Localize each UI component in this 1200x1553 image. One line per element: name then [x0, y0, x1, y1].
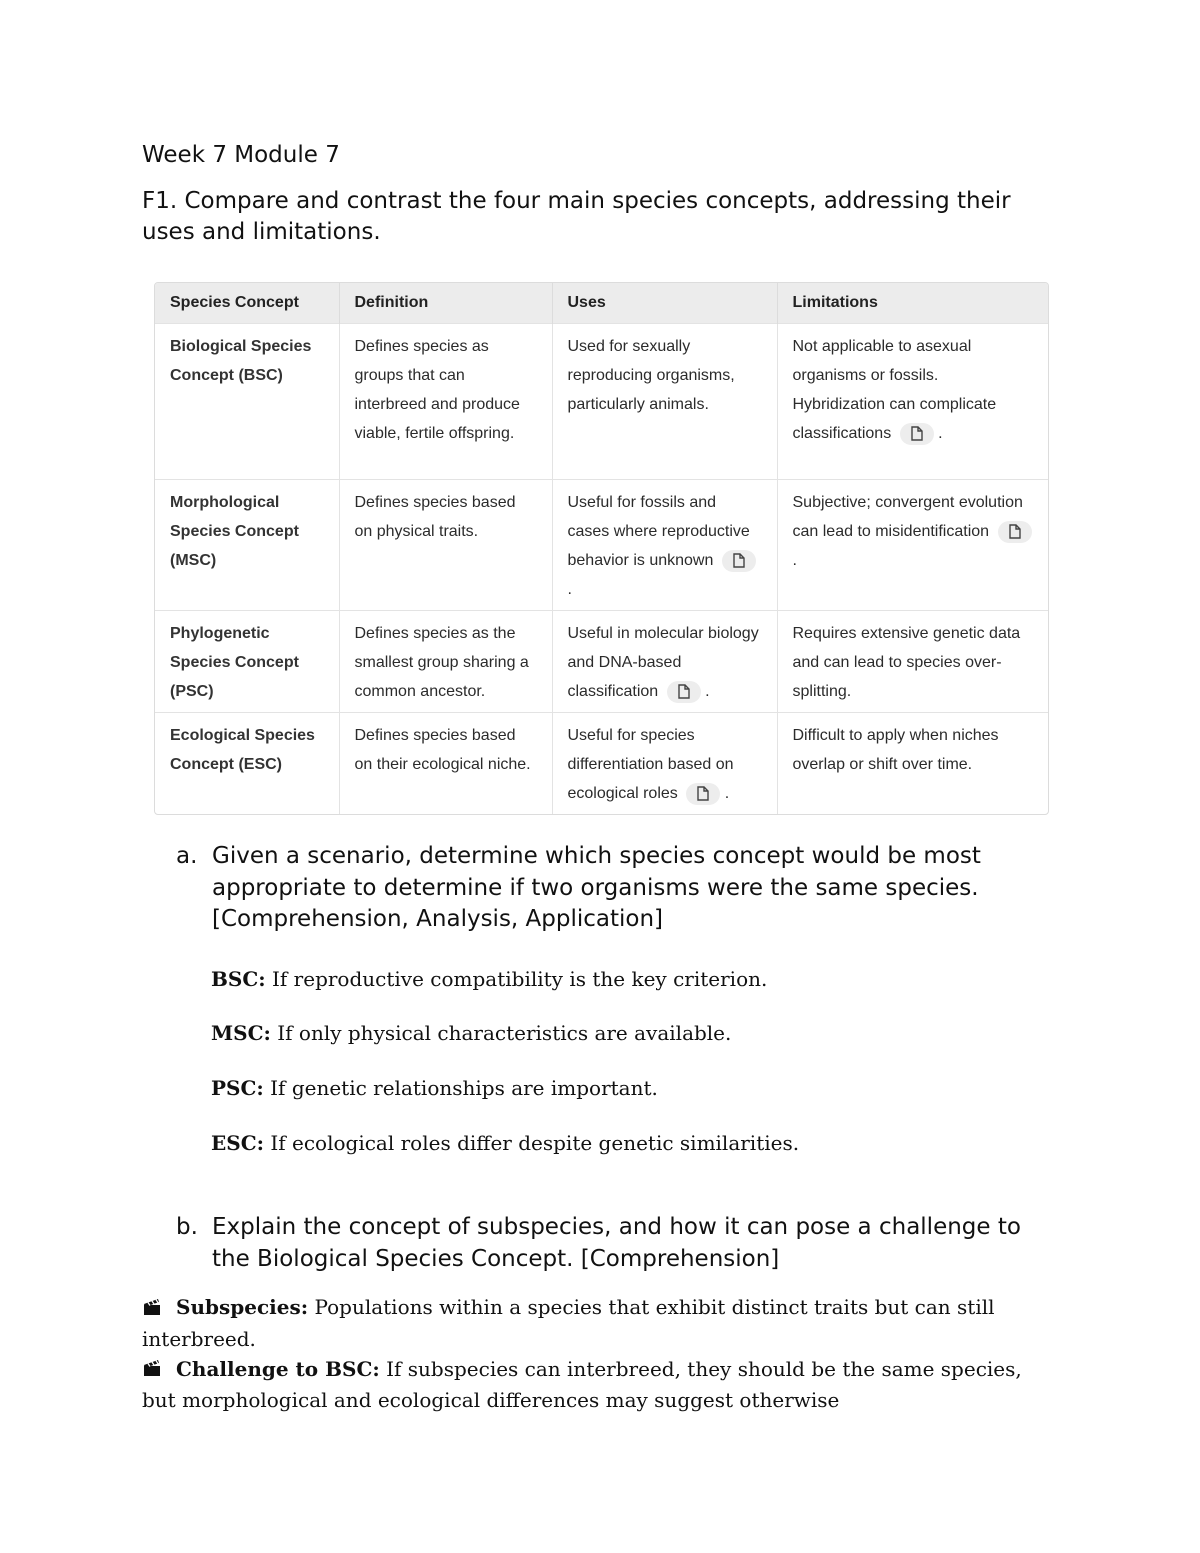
document-icon — [1009, 524, 1021, 539]
limitations-text: Not applicable to asexual organisms or fossils. Hybridization can complicate classifications — [792, 338, 997, 442]
answer-text: If ecological roles differ despite genetic similarities. — [264, 1131, 800, 1155]
period: . — [567, 581, 572, 598]
cell-concept: Biological Species Concept (BSC) — [155, 324, 339, 480]
table-row — [155, 480, 1048, 611]
uses-text: Useful for species differentiation based on ecological roles — [567, 727, 734, 802]
question-a-letter: a. — [176, 843, 198, 869]
clapperboard-icon — [142, 1294, 176, 1324]
table-row — [155, 611, 1048, 713]
cell-limitations — [777, 324, 1048, 480]
bullet-label: Subspecies: — [176, 1295, 309, 1319]
main-question: F1. Compare and contrast the four main species concepts, addressing their uses and limitations. — [142, 188, 1011, 245]
cell-limitations — [777, 480, 1048, 611]
document-icon — [697, 786, 709, 801]
answer-label: PSC: — [211, 1076, 264, 1100]
bullet-challenge — [142, 1354, 1052, 1416]
cell-definition: Defines species as groups that can interbreed and produce viable, fertile offspring. — [339, 324, 552, 480]
cell-limitations: Difficult to apply when niches overlap or shift over time. — [777, 713, 1048, 815]
table-header-row — [155, 283, 1048, 324]
table-row — [155, 713, 1048, 815]
cell-definition: Defines species based on their ecological niche. — [339, 713, 552, 815]
period: . — [792, 552, 797, 569]
header-definition: Definition — [339, 283, 552, 324]
cell-uses — [552, 611, 777, 713]
cell-concept: Morphological Species Concept (MSC) — [155, 480, 339, 611]
citation-button[interactable] — [722, 550, 756, 572]
question-a — [176, 841, 1056, 936]
answer-label: MSC: — [211, 1021, 271, 1045]
cell-uses — [552, 480, 777, 611]
document-icon — [678, 684, 690, 699]
document-icon — [733, 553, 745, 568]
answer-label: BSC: — [211, 967, 266, 991]
question-b — [176, 1212, 1056, 1275]
answer-esc — [211, 1130, 799, 1156]
answer-bsc — [211, 966, 767, 992]
week-title: Week 7 Module 7 — [142, 142, 340, 168]
period: . — [724, 785, 730, 802]
cell-concept: Phylogenetic Species Concept (PSC) — [155, 611, 339, 713]
cell-concept: Ecological Species Concept (ESC) — [155, 713, 339, 815]
bullet-label: Challenge to BSC: — [176, 1356, 380, 1381]
answer-text: If genetic relationships are important. — [263, 1076, 658, 1100]
answer-text: If only physical characteristics are available. — [270, 1021, 732, 1045]
bullet-subspecies — [142, 1292, 1052, 1354]
bullet-text: If subspecies can interbreed, they should be the same species, but morphological and ecological differences may suggest otherwise — [142, 1356, 1022, 1412]
period: . — [938, 425, 943, 442]
answer-msc — [211, 1020, 731, 1046]
table-row — [155, 324, 1048, 480]
cell-definition: Defines species as the smallest group sharing a common ancestor. — [339, 611, 552, 713]
header-uses: Uses — [552, 283, 777, 324]
citation-button[interactable] — [667, 681, 701, 703]
citation-button[interactable] — [998, 521, 1032, 543]
question-b-text: Explain the concept of subspecies, and how it can pose a challenge to the Biological Species Concept. [Comprehension] — [212, 1214, 1021, 1272]
subspecies-bullets — [142, 1292, 1052, 1415]
limitations-text: Subjective; convergent evolution can lead to misidentification — [792, 494, 1023, 540]
question-b-letter: b. — [176, 1214, 198, 1240]
bullet-text: Populations within a species that exhibit distinct traits but can still interbreed. — [142, 1295, 995, 1351]
header-species-concept: Species Concept — [155, 283, 339, 324]
cell-limitations: Requires extensive genetic data and can lead to species over-splitting. — [777, 611, 1048, 713]
answer-label: ESC: — [211, 1131, 264, 1155]
clapperboard-icon — [142, 1355, 176, 1385]
cell-uses: Used for sexually reproducing organisms, particularly animals. — [552, 324, 777, 480]
cell-uses — [552, 713, 777, 815]
citation-button[interactable] — [900, 423, 934, 445]
header-limitations: Limitations — [777, 283, 1048, 324]
period: . — [705, 683, 710, 700]
citation-button[interactable] — [686, 783, 720, 805]
answer-text: If reproductive compatibility is the key criterion. — [265, 967, 768, 991]
answer-psc — [211, 1075, 658, 1101]
document-icon — [911, 426, 923, 441]
uses-text: Useful in molecular biology and DNA-based classification — [567, 625, 759, 700]
cell-definition: Defines species based on physical traits. — [339, 480, 552, 611]
uses-text: Useful for fossils and cases where reproductive behavior is unknown — [567, 494, 750, 569]
species-concepts-table — [154, 282, 1049, 815]
question-a-text: Given a scenario, determine which species concept would be most appropriate to determine if two organisms were the same species. [Comprehension, Analysis, Application] — [212, 843, 981, 932]
